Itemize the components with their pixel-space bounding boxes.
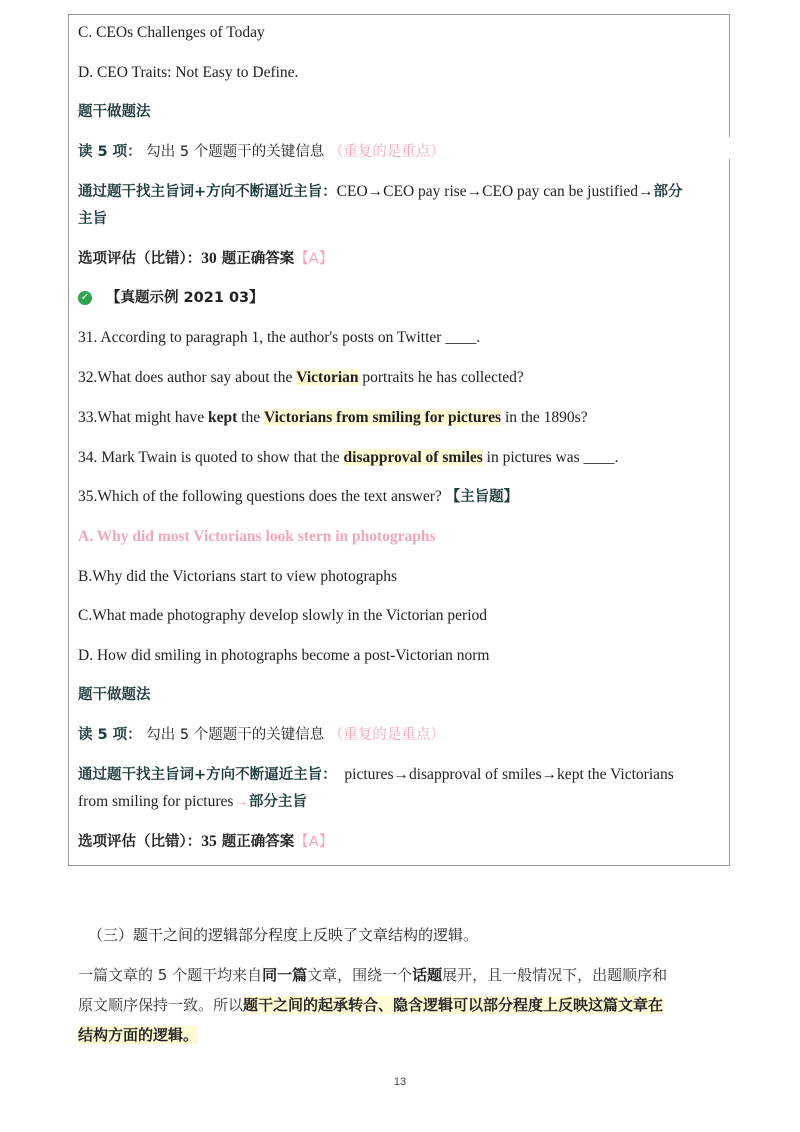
- question-35: [78, 486, 518, 508]
- q34-highlight: disapproval of smiles: [343, 449, 483, 466]
- question-32: [78, 367, 524, 389]
- option-c-prev: C. CEOs Challenges of Today: [78, 24, 265, 41]
- page-number: 13: [393, 1076, 407, 1088]
- q32-text-end: portraits he has collected?: [358, 369, 524, 386]
- q35-tag: 【主旨题】: [445, 489, 519, 505]
- theme-chain: pictures→disapproval of smiles→kept the Victorians: [344, 766, 674, 783]
- q33-text-mid: the: [237, 409, 264, 426]
- read-label: 读 5 项：: [78, 144, 142, 160]
- para-text: 一篇文章的 5 个题干均来自: [78, 966, 263, 984]
- method-heading-1: 题干做题法: [78, 104, 151, 120]
- option-d-prev: D. CEO Traits: Not Easy to Define.: [78, 64, 299, 81]
- para-emphasis: 题干之间的起承转合、隐含逻辑可以部分程度上反映这篇文章在: [243, 996, 664, 1014]
- eval-answer: 【A】: [294, 834, 334, 850]
- theme-line-1: [78, 181, 682, 203]
- para-emphasis: 结构方面的逻辑。: [78, 1026, 199, 1044]
- example-title: 【真题示例 2021 03】: [106, 290, 264, 306]
- theme-chain: CEO→CEO pay rise→CEO pay can be justified→: [336, 183, 654, 200]
- q33-text-end: in the 1890s?: [501, 409, 588, 426]
- q33-text: 33.What might have: [78, 409, 208, 426]
- arrow-icon: →: [233, 793, 249, 810]
- option-d: D. How did smiling in photographs become a post-Victorian norm: [78, 647, 490, 664]
- question-33: [78, 407, 588, 429]
- theme-line-1-cont: 主旨: [78, 211, 107, 227]
- eval-line-2: [78, 831, 333, 853]
- section-title: （三）题干之间的逻辑部分程度上反映了文章结构的逻辑。: [88, 926, 479, 944]
- read-note: （重复的是重点）: [328, 144, 445, 160]
- section-paragraph-line-3: [78, 1020, 728, 1050]
- theme-tail: 部分主旨: [248, 794, 307, 810]
- option-c: C.What made photography develop slowly in the Victorian period: [78, 607, 488, 624]
- q34-text-end: in pictures was ____.: [482, 449, 619, 466]
- eval-num: 30: [201, 250, 217, 267]
- read-text: 勾出 5 个题题干的关键信息: [146, 144, 325, 160]
- question-34: [78, 447, 618, 469]
- read-note: （重复的是重点）: [328, 727, 445, 743]
- method-heading-2: 题干做题法: [78, 687, 151, 703]
- q33-highlight-2: Victorians from smiling for pictures: [263, 409, 502, 426]
- check-circle-icon: ✓: [78, 291, 92, 305]
- eval-text: 题正确答案: [216, 251, 295, 267]
- q32-text: 32.What does author say about the: [78, 369, 297, 386]
- q34-text: 34. Mark Twain is quoted to show that the: [78, 449, 344, 466]
- theme-label: 通过题干找主旨词+方向不断逼近主旨：: [78, 184, 337, 200]
- question-31: 31. According to paragraph 1, the author's posts on Twitter ____.: [78, 329, 481, 346]
- read-five-line-1: [78, 141, 445, 163]
- para-text: 原文顺序保持一致。所以: [78, 996, 244, 1014]
- para-emphasis: 话题: [412, 966, 443, 984]
- section-paragraph-line-2: [78, 990, 728, 1020]
- para-emphasis: 同一篇: [262, 966, 308, 984]
- eval-label: 选项评估（比错）：: [78, 834, 202, 850]
- theme-line-2: [78, 764, 674, 786]
- eval-label: 选项评估（比错）：: [78, 251, 202, 267]
- eval-answer: 【A】: [294, 251, 334, 267]
- theme-tail: 部分: [653, 184, 683, 200]
- theme-label: 通过题干找主旨词+方向不断逼近主旨：: [78, 767, 337, 783]
- para-text: 展开，且一般情况下，出题顺序和: [442, 966, 668, 984]
- option-b: B.Why did the Victorians start to view photographs: [78, 568, 398, 585]
- eval-num: 35: [201, 833, 217, 850]
- eval-line-1: [78, 248, 333, 270]
- option-a-correct: A. Why did most Victorians look stern in photographs: [78, 528, 436, 545]
- q32-highlight: Victorian: [296, 369, 359, 386]
- read-text: 勾出 5 个题题干的关键信息: [146, 727, 325, 743]
- theme-chain-cont: from smiling for pictures: [78, 793, 234, 810]
- para-text: 文章，围绕一个: [307, 966, 413, 984]
- read-five-line-2: [78, 724, 445, 746]
- example-header: [78, 287, 264, 309]
- section-paragraph-line-1: [78, 960, 728, 990]
- theme-line-2-cont: [78, 791, 307, 813]
- read-label: 读 5 项：: [78, 727, 142, 743]
- q35-text: 35.Which of the following questions does the text answer?: [78, 488, 446, 505]
- q33-highlight-1: kept: [208, 409, 238, 426]
- eval-text: 题正确答案: [216, 834, 295, 850]
- box-border-gap: [726, 137, 734, 159]
